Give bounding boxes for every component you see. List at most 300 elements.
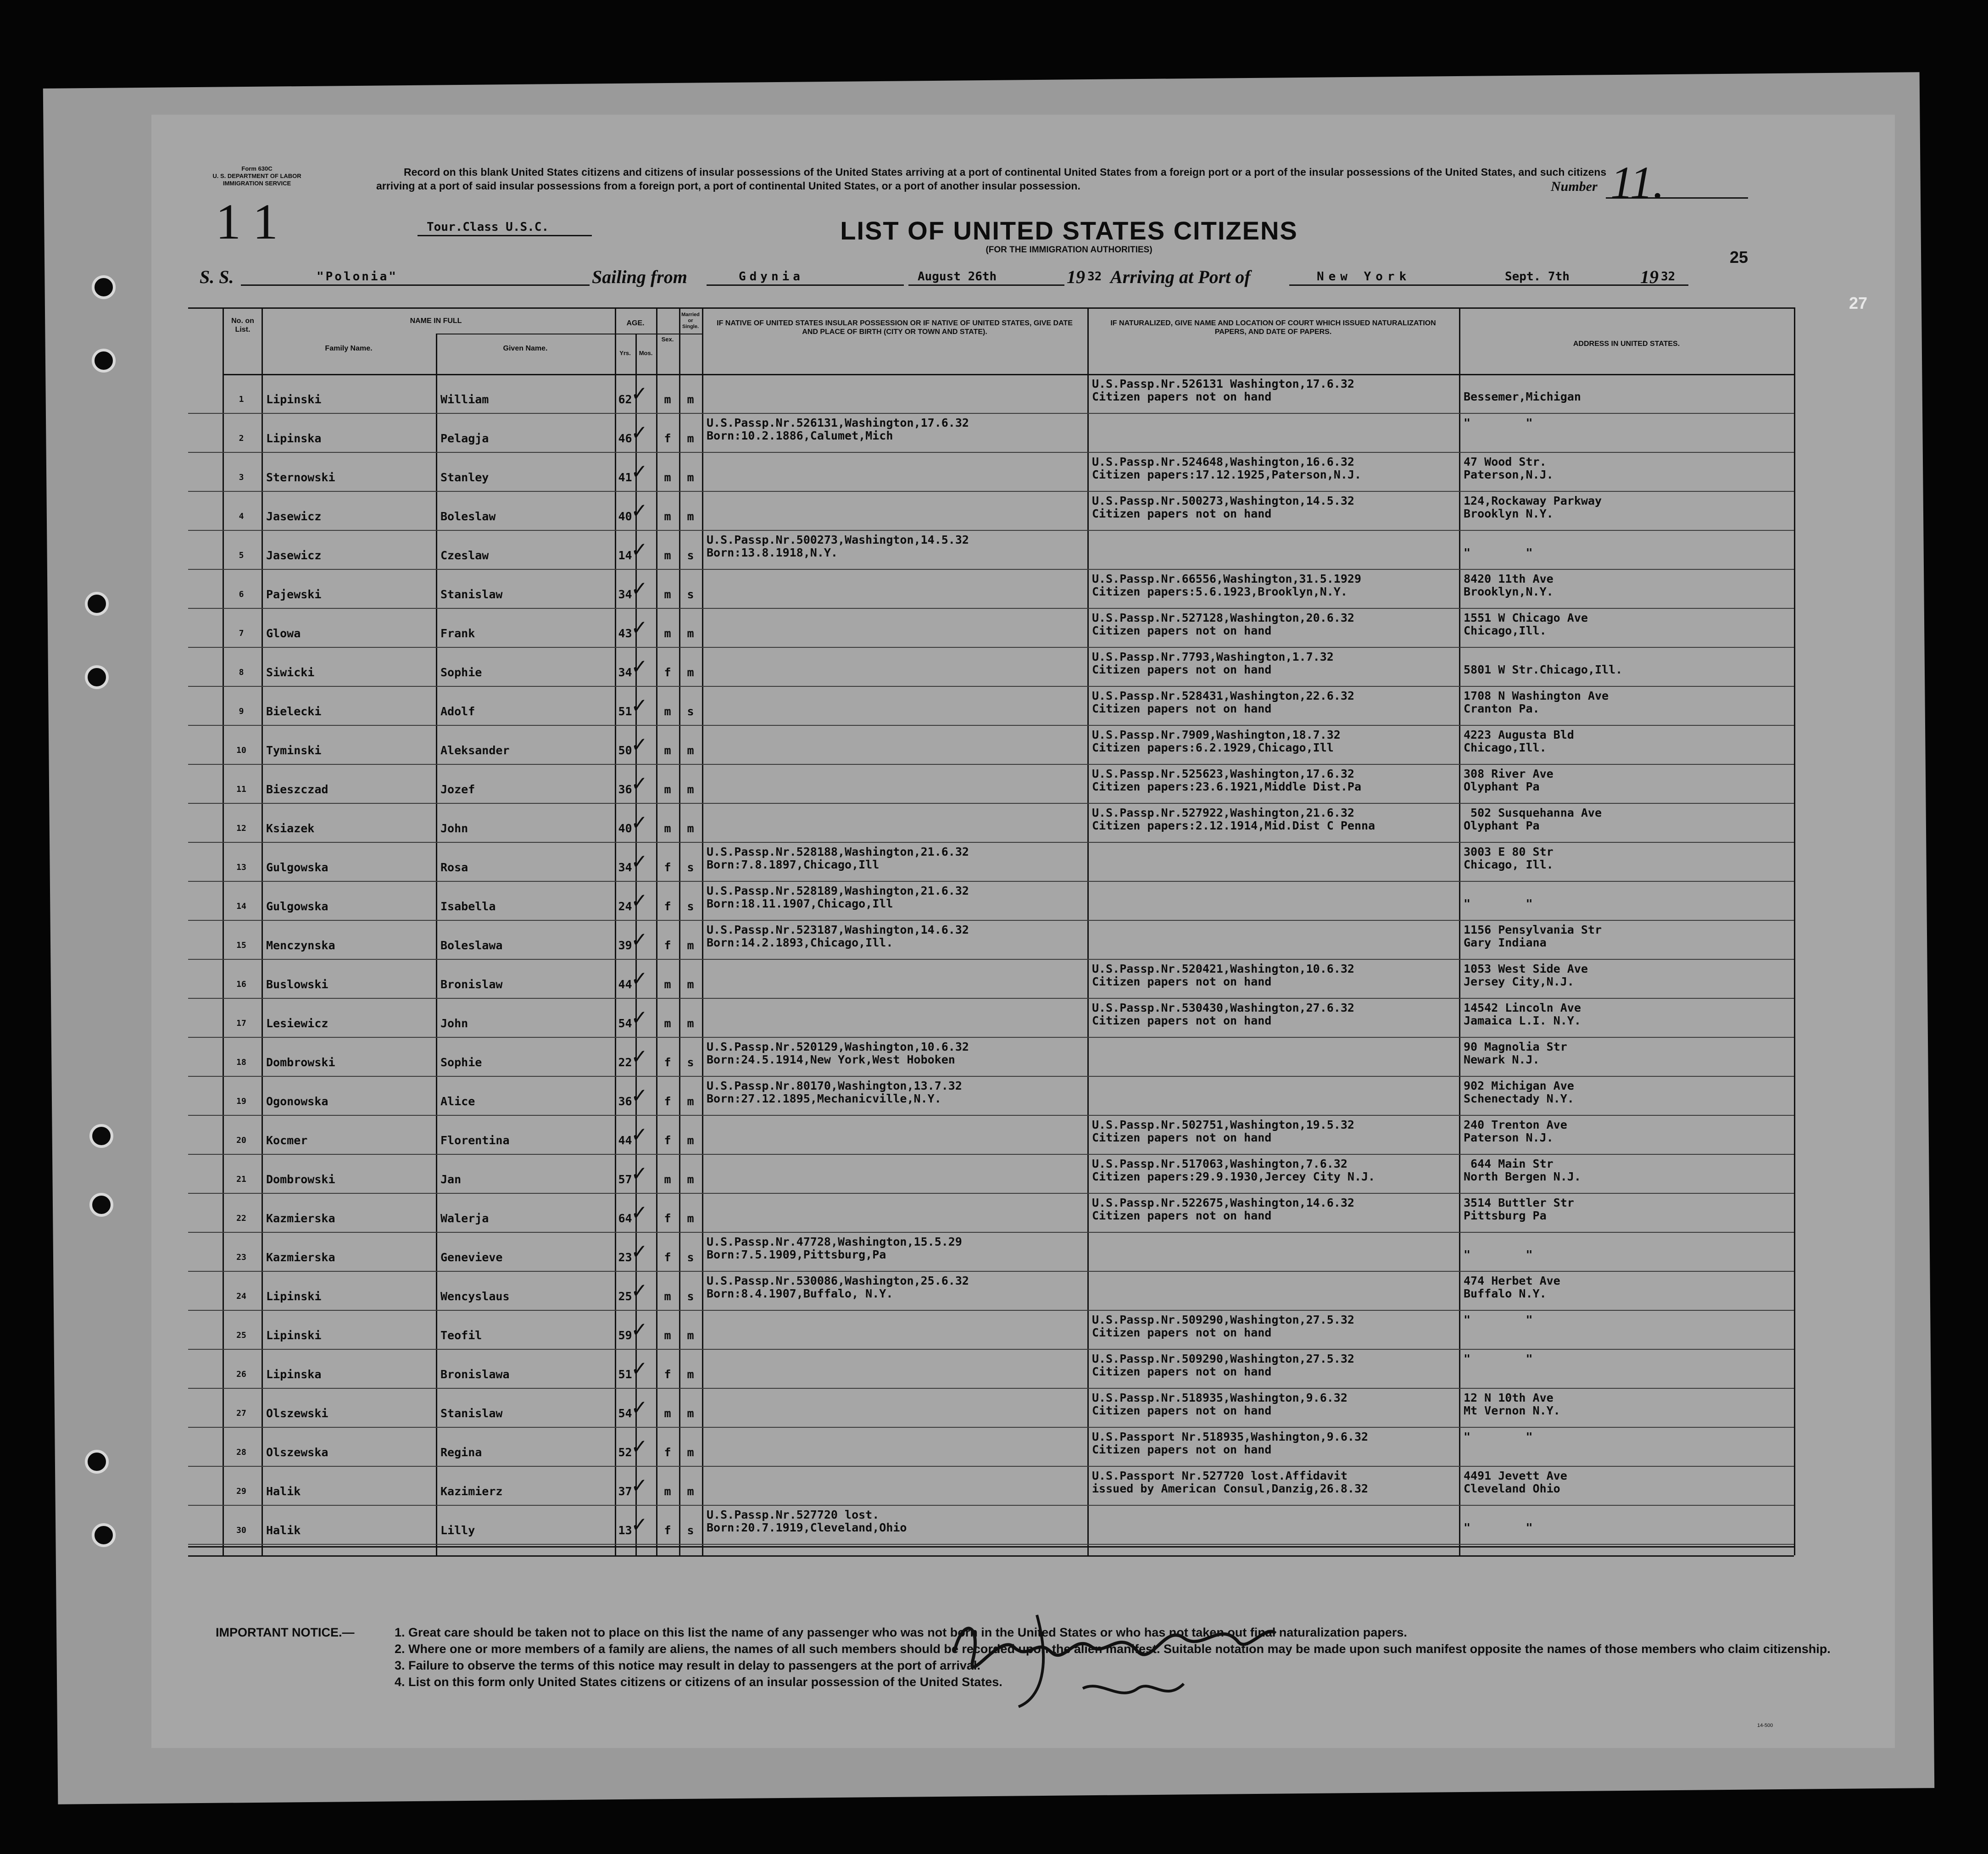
family-name: Jasewicz — [266, 549, 322, 562]
sex: f — [664, 939, 671, 952]
list-number: 24 — [236, 1292, 246, 1301]
sex: m — [664, 1485, 671, 1498]
marital-status: m — [687, 939, 694, 952]
given-name: Adolf — [440, 705, 475, 718]
address-line: Olyphant Pa — [1464, 819, 1540, 832]
naturalization-info-line: Citizen papers:17.12.1925,Paterson,N.J. — [1092, 468, 1361, 481]
age-years: 34 — [618, 861, 632, 874]
list-number: 13 — [236, 863, 246, 872]
given-name: Kazimierz — [440, 1485, 503, 1498]
ship-name: "Polonia" — [317, 270, 398, 284]
address-line: 90 Magnolia Str — [1464, 1040, 1567, 1053]
naturalization-info-line: Citizen papers not on hand — [1092, 624, 1272, 637]
address-line: " " — [1464, 416, 1533, 429]
marital-status: s — [687, 705, 694, 718]
naturalization-info-line: Citizen papers not on hand — [1092, 975, 1272, 988]
table-row — [151, 1232, 1895, 1271]
given-name: Alice — [440, 1095, 475, 1108]
header-naturalized: IF NATURALIZED, GIVE NAME AND LOCATION OF COURT WHICH ISSUED NATURALIZATION PAPERS, AND DATE OF PAPERS. — [1110, 319, 1436, 336]
address-line: Cranton Pa. — [1464, 702, 1540, 715]
marital-status: m — [687, 393, 694, 406]
naturalization-info-line: U.S.Passp.Nr.517063,Washington,7.6.32 — [1092, 1157, 1348, 1170]
table-row — [151, 1271, 1895, 1310]
marital-status: s — [687, 861, 694, 874]
table-row — [151, 1193, 1895, 1232]
family-name: Halik — [266, 1485, 301, 1498]
family-name: Kazmierska — [266, 1251, 335, 1264]
address-line: 4223 Augusta Bld — [1464, 728, 1574, 741]
address-line: 3514 Buttler Str — [1464, 1196, 1574, 1209]
sex: m — [664, 471, 671, 484]
marital-status: m — [687, 1173, 694, 1186]
manifest-table — [151, 115, 1895, 1748]
family-name: Lipinski — [266, 1290, 322, 1303]
address-line: 5801 W Str.Chicago,Ill. — [1464, 663, 1623, 676]
form-code: 14-500 — [1757, 1723, 1773, 1728]
sailing-date: August 26th — [918, 270, 997, 284]
tour-class: Tour.Class U.S.C. — [427, 220, 549, 234]
naturalization-info-line: U.S.Passp.Nr.522675,Washington,14.6.32 — [1092, 1196, 1354, 1209]
sex: m — [664, 1173, 671, 1186]
family-name: Lesiewicz — [266, 1017, 329, 1030]
header-yrs: Yrs. — [619, 350, 631, 356]
check-mark-icon: ✓ — [631, 499, 648, 523]
arriving-label: Arriving at Port of — [1110, 267, 1251, 287]
sailing-from-label: Sailing from — [592, 267, 687, 287]
handwritten-corner-mark: 11 — [216, 194, 292, 250]
sex: m — [664, 1329, 671, 1342]
notice-item-3: 3. Failure to observe the terms of this notice may result in delay to passengers at the port of arrival. — [395, 1659, 980, 1672]
given-name: Sophie — [440, 666, 482, 679]
age-years: 36 — [618, 1095, 632, 1108]
family-name: Lipinska — [266, 1368, 322, 1381]
list-number: 10 — [236, 746, 246, 755]
table-row — [151, 764, 1895, 803]
address-line: Chicago,Ill. — [1464, 624, 1547, 637]
table-row — [151, 803, 1895, 842]
check-mark-icon: ✓ — [631, 1201, 648, 1225]
service-name: IMMIGRATION SERVICE — [223, 180, 291, 187]
marital-status: m — [687, 1368, 694, 1381]
table-bottom-border — [188, 1546, 1794, 1548]
native-info-line: Born:20.7.1919,Cleveland,Ohio — [707, 1521, 907, 1534]
address-line: 4491 Jevett Ave — [1464, 1469, 1567, 1482]
sex: f — [664, 1095, 671, 1108]
address-line: 502 Susquehanna Ave — [1464, 806, 1602, 819]
native-info-line: U.S.Passp.Nr.500273,Washington,14.5.32 — [707, 533, 969, 546]
given-name: Isabella — [440, 900, 496, 913]
naturalization-info-line: Citizen papers not on hand — [1092, 1326, 1272, 1339]
age-years: 34 — [618, 666, 632, 679]
list-number: 3 — [239, 473, 244, 482]
row-rule — [188, 1544, 1794, 1545]
naturalization-info-line: U.S.Passp.Nr.527922,Washington,21.6.32 — [1092, 806, 1354, 819]
naturalization-info-line: Citizen papers not on hand — [1092, 663, 1272, 676]
sex: m — [664, 783, 671, 796]
table-row — [151, 1349, 1895, 1388]
address-line: 8420 11th Ave — [1464, 572, 1554, 585]
age-years: 22 — [618, 1056, 632, 1069]
naturalization-info-line: Citizen papers not on hand — [1092, 1404, 1272, 1417]
native-info-line: Born:18.11.1907,Chicago,Ill — [707, 897, 893, 910]
given-name: John — [440, 822, 468, 835]
marital-status: m — [687, 1407, 694, 1420]
native-info-line: Born:14.2.1893,Chicago,Ill. — [707, 936, 893, 949]
sailing-year: 32 — [1087, 270, 1102, 284]
address-line: Brooklyn N.Y. — [1464, 507, 1554, 520]
naturalization-info-line: Citizen papers not on hand — [1092, 1443, 1272, 1456]
list-number: 23 — [236, 1253, 246, 1262]
sex: f — [664, 1134, 671, 1147]
given-name: Aleksander — [440, 744, 510, 757]
given-name: Teofil — [440, 1329, 482, 1342]
list-number: 28 — [236, 1448, 246, 1457]
notice-item-4: 4. List on this form only United States citizens or citizens of an insular possession of the United States. — [395, 1675, 1002, 1689]
marital-status: m — [687, 471, 694, 484]
address-line: 1708 N Washington Ave — [1464, 689, 1609, 702]
address-line: Gary Indiana — [1464, 936, 1547, 949]
address-line: 124,Rockaway Parkway — [1464, 494, 1602, 507]
native-info-line: Born:8.4.1907,Buffalo, N.Y. — [707, 1287, 893, 1300]
check-mark-icon: ✓ — [631, 538, 648, 562]
list-number: 25 — [236, 1331, 246, 1340]
notice-item-1: 1. Great care should be taken not to place on this list the name of any passenger who was not born in the United States or who has not taken out final naturalization papers. — [395, 1626, 1407, 1639]
address-line: Chicago,Ill. — [1464, 741, 1547, 754]
marital-status: m — [687, 627, 694, 640]
table-row — [151, 920, 1895, 959]
naturalization-info-line: Citizen papers:2.12.1914,Mid.Dist C Penna — [1092, 819, 1375, 832]
list-number: 30 — [236, 1526, 246, 1535]
given-name: Wencyslaus — [440, 1290, 510, 1303]
table-row — [151, 1076, 1895, 1115]
table-row — [151, 413, 1895, 452]
family-name: Menczynska — [266, 939, 335, 952]
header-sex: Sex. — [661, 336, 674, 343]
table-row — [151, 1466, 1895, 1505]
age-years: 52 — [618, 1446, 632, 1459]
list-number: 17 — [236, 1019, 246, 1028]
marital-status: m — [687, 510, 694, 523]
naturalization-info-line: Citizen papers not on hand — [1092, 1131, 1272, 1144]
intro-instructions: Record on this blank United States citizens and citizens of insular possessions of the United States arriving at a port of continental United States from a foreign port or a port of the insular possessions of the United States, and such citizens arriving at a port of said insular possessions from a foreign port, a port of continental United States, or a port of another insular possession. — [376, 166, 1607, 192]
age-years: 54 — [618, 1407, 632, 1420]
given-name: Stanislaw — [440, 588, 503, 601]
sex: m — [664, 822, 671, 835]
given-name: Sophie — [440, 1056, 482, 1069]
native-info-line: U.S.Passp.Nr.520129,Washington,10.6.32 — [707, 1040, 969, 1053]
family-name: Olszewska — [266, 1446, 329, 1459]
table-row — [151, 1037, 1895, 1076]
address-line: Paterson N.J. — [1464, 1131, 1554, 1144]
given-name: Bronislawa — [440, 1368, 510, 1381]
family-name: Dombrowski — [266, 1173, 335, 1186]
form-id: Form 630C — [241, 165, 273, 172]
table-row — [151, 959, 1895, 998]
table-top-border — [188, 307, 1794, 309]
address-line: 644 Main Str — [1464, 1157, 1554, 1170]
list-number: 14 — [236, 902, 246, 911]
address-line: Jamaica L.I. N.Y. — [1464, 1014, 1581, 1027]
address-line: 1156 Pensylvania Str — [1464, 923, 1602, 936]
naturalization-info-line: U.S.Passp.Nr.509290,Washington,27.5.32 — [1092, 1352, 1354, 1365]
sex: f — [664, 1251, 671, 1264]
age-years: 54 — [618, 1017, 632, 1030]
address-line: Brooklyn,N.Y. — [1464, 585, 1554, 598]
naturalization-info-line: Citizen papers:6.2.1929,Chicago,Ill — [1092, 741, 1334, 754]
list-number: 22 — [236, 1214, 246, 1223]
marital-status: m — [687, 783, 694, 796]
age-years: 14 — [618, 549, 632, 562]
age-years: 40 — [618, 822, 632, 835]
family-name: Bielecki — [266, 705, 322, 718]
address-line: 240 Trenton Ave — [1464, 1118, 1567, 1131]
table-row — [151, 686, 1895, 725]
check-mark-icon: ✓ — [631, 772, 648, 796]
given-name: Rosa — [440, 861, 468, 874]
sex: f — [664, 1446, 671, 1459]
native-info-line: Born:10.2.1886,Calumet,Mich — [707, 429, 893, 442]
marital-status: m — [687, 1329, 694, 1342]
family-name: Halik — [266, 1524, 301, 1537]
check-mark-icon: ✓ — [631, 1123, 648, 1147]
naturalization-info-line: Citizen papers not on hand — [1092, 390, 1272, 403]
family-name: Pajewski — [266, 588, 322, 601]
age-years: 64 — [618, 1212, 632, 1225]
address-line: 902 Michigan Ave — [1464, 1079, 1574, 1092]
check-mark-icon: ✓ — [631, 382, 648, 406]
naturalization-info-line: U.S.Passport Nr.518935,Washington,9.6.32 — [1092, 1430, 1369, 1443]
address-line: " " — [1464, 1521, 1533, 1534]
binder-hole-5 — [89, 1124, 113, 1148]
marital-status: s — [687, 549, 694, 562]
marital-status: s — [687, 588, 694, 601]
binder-hole-3 — [85, 592, 109, 616]
native-info-line: U.S.Passp.Nr.526131,Washington,17.6.32 — [707, 416, 969, 429]
binder-hole-2 — [92, 349, 116, 373]
binder-hole-1 — [92, 275, 116, 299]
naturalization-info-line: U.S.Passp.Nr.502751,Washington,19.5.32 — [1092, 1118, 1354, 1131]
table-row — [151, 1505, 1895, 1544]
header-no: No. on List. — [231, 317, 254, 334]
naturalization-info-line: U.S.Passp.Nr.7793,Washington,1.7.32 — [1092, 650, 1334, 663]
list-number: 19 — [236, 1097, 246, 1106]
check-mark-icon: ✓ — [631, 811, 648, 835]
age-years: 36 — [618, 783, 632, 796]
table-row — [151, 608, 1895, 647]
given-name: Pelagja — [440, 432, 489, 445]
native-info-line: Born:7.8.1897,Chicago,Ill — [707, 858, 880, 871]
address-line: " " — [1464, 546, 1533, 559]
check-mark-icon: ✓ — [631, 616, 648, 640]
address-line: " " — [1464, 1248, 1533, 1261]
check-mark-icon: ✓ — [631, 1084, 648, 1108]
address-line: " " — [1464, 1352, 1533, 1365]
naturalization-info-line: U.S.Passp.Nr.520421,Washington,10.6.32 — [1092, 962, 1354, 975]
family-name: Kocmer — [266, 1134, 308, 1147]
naturalization-info-line: U.S.Passp.Nr.526131 Washington,17.6.32 — [1092, 377, 1354, 390]
marital-status: s — [687, 1056, 694, 1069]
sex: f — [664, 861, 671, 874]
family-name: Tyminski — [266, 744, 322, 757]
family-name: Lipinski — [266, 1329, 322, 1342]
ss-label: S. S. — [200, 267, 234, 287]
age-years: 50 — [618, 744, 632, 757]
binder-hole-4 — [85, 665, 109, 689]
handwritten-number: 11. — [1610, 157, 1665, 208]
check-mark-icon: ✓ — [631, 967, 648, 991]
marital-status: s — [687, 1524, 694, 1537]
marital-status: s — [687, 900, 694, 913]
sex: m — [664, 1290, 671, 1303]
check-mark-icon: ✓ — [631, 460, 648, 484]
naturalization-info-line: U.S.Passp.Nr.509290,Washington,27.5.32 — [1092, 1313, 1354, 1326]
age-years: 13 — [618, 1524, 632, 1537]
family-name: Glowa — [266, 627, 301, 640]
table-row — [151, 452, 1895, 491]
binder-hole-8 — [85, 1450, 109, 1474]
check-mark-icon: ✓ — [631, 694, 648, 718]
check-mark-icon: ✓ — [631, 1513, 648, 1537]
address-line: 3003 E 80 Str — [1464, 845, 1554, 858]
naturalization-info-line: Citizen papers:23.6.1921,Middle Dist.Pa — [1092, 780, 1361, 793]
table-row — [151, 1115, 1895, 1154]
check-mark-icon: ✓ — [631, 850, 648, 874]
table-row — [151, 491, 1895, 530]
family-name: Gulgowska — [266, 900, 329, 913]
age-years: 62 — [618, 393, 632, 406]
sex: m — [664, 588, 671, 601]
given-name: Stanislaw — [440, 1407, 503, 1420]
check-mark-icon: ✓ — [631, 733, 648, 757]
sex: m — [664, 549, 671, 562]
table-row — [151, 569, 1895, 608]
list-number: 21 — [236, 1175, 246, 1184]
naturalization-info-line: Citizen papers:5.6.1923,Brooklyn,N.Y. — [1092, 585, 1348, 598]
marital-status: m — [687, 432, 694, 445]
native-info-line: Born:13.8.1918,N.Y. — [707, 546, 838, 559]
age-years: 40 — [618, 510, 632, 523]
sailing-from-port: Gdynia — [739, 270, 804, 284]
age-years: 43 — [618, 627, 632, 640]
notice-label: IMPORTANT NOTICE.— — [216, 1626, 355, 1639]
sex: f — [664, 432, 671, 445]
marital-status: m — [687, 1095, 694, 1108]
given-name: Boleslaw — [440, 510, 496, 523]
list-number: 6 — [239, 590, 244, 599]
table-row — [151, 647, 1895, 686]
table-row — [151, 998, 1895, 1037]
given-name: Florentina — [440, 1134, 510, 1147]
check-mark-icon: ✓ — [631, 1006, 648, 1030]
family-name: Lipinska — [266, 432, 322, 445]
list-number: 15 — [236, 941, 246, 950]
number-label: Number — [1551, 179, 1598, 194]
header-age: AGE. — [626, 319, 645, 327]
given-name: Jan — [440, 1173, 462, 1186]
address-line: " " — [1464, 897, 1533, 910]
table-row — [151, 530, 1895, 569]
family-name: Siwicki — [266, 666, 315, 679]
address-line: 1551 W Chicago Ave — [1464, 611, 1588, 624]
family-name: Sternowski — [266, 471, 335, 484]
sex: f — [664, 1524, 671, 1537]
address-line: Paterson,N.J. — [1464, 468, 1554, 481]
family-name: Dombrowski — [266, 1056, 335, 1069]
marital-status: m — [687, 1212, 694, 1225]
table-row — [151, 1427, 1895, 1466]
address-line: North Bergen N.J. — [1464, 1170, 1581, 1183]
table-row — [151, 725, 1895, 764]
arrival-port: New York — [1317, 270, 1411, 284]
check-mark-icon: ✓ — [631, 1357, 648, 1381]
stamped-page-number: 25 — [1730, 248, 1749, 267]
naturalization-info-line: Citizen papers not on hand — [1092, 507, 1272, 520]
check-mark-icon: ✓ — [631, 1474, 648, 1498]
arrival-year-prefix: 19 — [1640, 267, 1659, 287]
given-name: Frank — [440, 627, 475, 640]
list-number: 2 — [239, 434, 244, 443]
naturalization-info-line: U.S.Passp.Nr.525623,Washington,17.6.32 — [1092, 767, 1354, 780]
arrival-year: 32 — [1661, 270, 1676, 284]
address-line: 14542 Lincoln Ave — [1464, 1001, 1581, 1014]
naturalization-info-line: Citizen papers not on hand — [1092, 1014, 1272, 1027]
notice-item-2: 2. Where one or more members of a family are aliens, the names of all such members should be recorded upon the alien manifest. Suitable notation may be made upon such manifest opposite the names of those members who claim citizenship. — [395, 1642, 1831, 1656]
address-line: 308 River Ave — [1464, 767, 1554, 780]
age-years: 41 — [618, 471, 632, 484]
native-info-line: U.S.Passp.Nr.528188,Washington,21.6.32 — [707, 845, 969, 858]
list-number: 26 — [236, 1370, 246, 1379]
naturalization-info-line: Citizen papers not on hand — [1092, 1365, 1272, 1378]
given-name: Jozef — [440, 783, 475, 796]
family-name: Ogonowska — [266, 1095, 329, 1108]
sex: f — [664, 1212, 671, 1225]
address-line: 474 Herbet Ave — [1464, 1274, 1560, 1287]
marital-status: s — [687, 1251, 694, 1264]
address-line: Jersey City,N.J. — [1464, 975, 1574, 988]
sex: f — [664, 1056, 671, 1069]
given-name: Czeslaw — [440, 549, 489, 562]
naturalization-info-line: U.S.Passp.Nr.7909,Washington,18.7.32 — [1092, 728, 1341, 741]
naturalization-info-line: U.S.Passp.Nr.518935,Washington,9.6.32 — [1092, 1391, 1348, 1404]
address-line: Mt Vernon N.Y. — [1464, 1404, 1560, 1417]
check-mark-icon: ✓ — [631, 1162, 648, 1186]
native-info-line: U.S.Passp.Nr.80170,Washington,13.7.32 — [707, 1079, 962, 1092]
list-number: 27 — [236, 1409, 246, 1418]
address-line: Olyphant Pa — [1464, 780, 1540, 793]
address-line: " " — [1464, 1313, 1533, 1326]
native-info-line: U.S.Passp.Nr.527720 lost. — [707, 1508, 880, 1521]
table-bottom-border-2 — [188, 1555, 1794, 1557]
naturalization-info-line: Citizen papers not on hand — [1092, 702, 1272, 715]
sex: m — [664, 1017, 671, 1030]
given-name: Stanley — [440, 471, 489, 484]
list-number: 20 — [236, 1136, 246, 1145]
native-info-line: U.S.Passp.Nr.523187,Washington,14.6.32 — [707, 923, 969, 936]
inspector-signature — [945, 1597, 1312, 1716]
naturalization-info-line: issued by American Consul,Danzig,26.8.32 — [1092, 1482, 1369, 1495]
marital-status: m — [687, 1134, 694, 1147]
family-name: Bieszczad — [266, 783, 329, 796]
binder-hole-6 — [89, 1193, 113, 1217]
address-line: 47 Wood Str. — [1464, 455, 1547, 468]
check-mark-icon: ✓ — [631, 928, 648, 952]
list-number: 16 — [236, 980, 246, 989]
native-info-line: U.S.Passp.Nr.47728,Washington,15.5.29 — [707, 1235, 962, 1248]
family-name: Ksiazek — [266, 822, 315, 835]
address-line: 1053 West Side Ave — [1464, 962, 1588, 975]
marital-status: s — [687, 1290, 694, 1303]
given-name: Lilly — [440, 1524, 475, 1537]
